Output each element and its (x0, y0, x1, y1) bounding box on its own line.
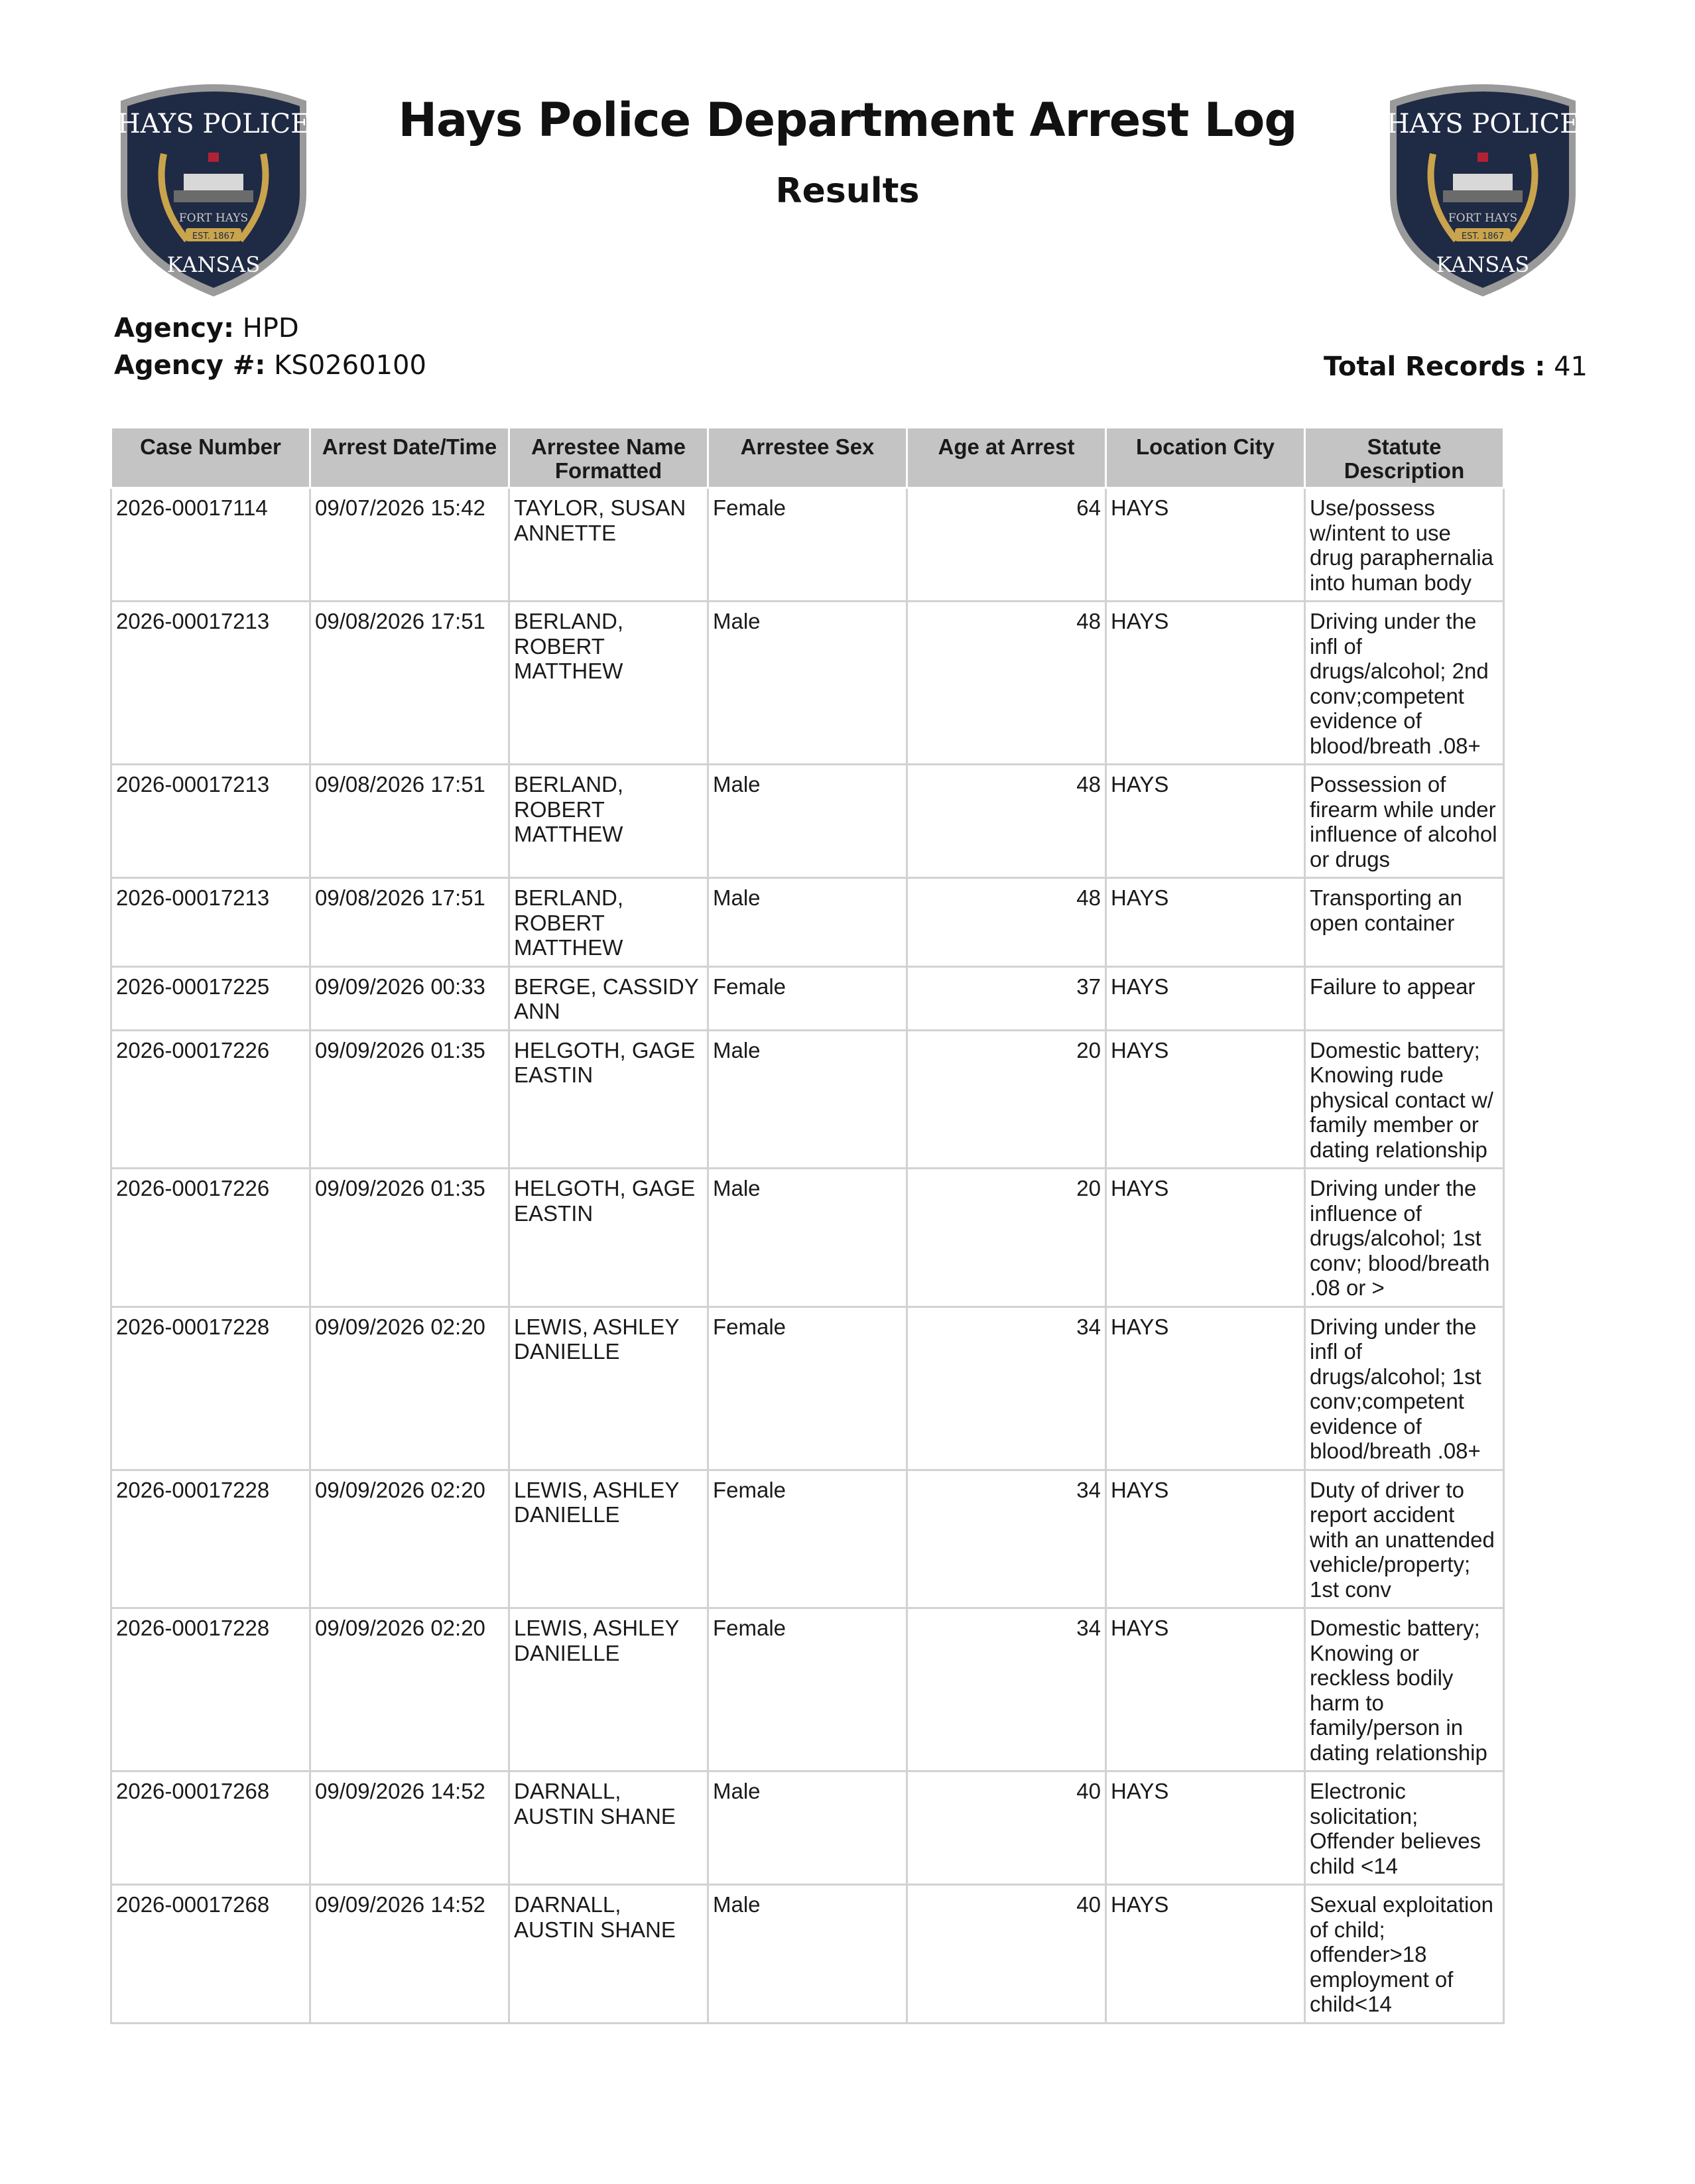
age-cell: 37 (907, 966, 1106, 1030)
statute-description-cell: Electronic solicitation; Offender believes child <14 (1305, 1771, 1504, 1885)
column-header-case-number: Case Number (111, 428, 310, 488)
case-number-cell: 2026-00017213 (111, 765, 310, 878)
page-title: Hays Police Department Arrest Log (398, 93, 1297, 147)
arrestee-sex-cell: Male (708, 1169, 907, 1307)
column-header-location-city: Location City (1106, 428, 1305, 488)
column-header-arrestee-name: Arrestee Name Formatted (509, 428, 708, 488)
total-records-value: 41 (1554, 352, 1588, 382)
table-row (111, 1470, 1504, 1608)
arrest-datetime-cell: 09/08/2026 17:51 (310, 765, 509, 878)
arrest-datetime-cell: 09/07/2026 15:42 (310, 488, 509, 602)
arrestee-name-cell: HELGOTH, GAGE EASTIN (509, 1169, 708, 1307)
case-number-cell: 2026-00017268 (111, 1885, 310, 2023)
arrest-datetime-cell: 09/09/2026 01:35 (310, 1030, 509, 1169)
column-header-arrestee-sex: Arrestee Sex (708, 428, 907, 488)
location-city-cell: HAYS (1106, 966, 1305, 1030)
age-cell: 34 (907, 1307, 1106, 1470)
arrest-log-table (110, 426, 1505, 2024)
statute-description-cell: Failure to appear (1305, 966, 1504, 1030)
location-city-cell: HAYS (1106, 765, 1305, 878)
arrest-datetime-cell: 09/08/2026 17:51 (310, 878, 509, 967)
badge-est-text: EST. 1867 (1461, 231, 1505, 241)
arrestee-sex-cell: Female (708, 1307, 907, 1470)
table-row (111, 1771, 1504, 1885)
arrestee-name-cell: BERGE, CASSIDY ANN (509, 966, 708, 1030)
age-cell: 48 (907, 878, 1106, 967)
agency-value: HPD (242, 313, 299, 344)
arrestee-sex-cell: Male (708, 878, 907, 967)
case-number-cell: 2026-00017226 (111, 1169, 310, 1307)
badge-top-text: HAYS POLICE (1386, 109, 1580, 139)
column-header-age-at-arrest: Age at Arrest (907, 428, 1106, 488)
age-cell: 20 (907, 1169, 1106, 1307)
arrestee-sex-cell: Female (708, 488, 907, 602)
case-number-cell: 2026-00017213 (111, 602, 310, 765)
location-city-cell: HAYS (1106, 1169, 1305, 1307)
location-city-cell: HAYS (1106, 1771, 1305, 1885)
agency-number-line (114, 350, 426, 381)
arrestee-sex-cell: Male (708, 602, 907, 765)
statute-description-cell: Duty of driver to report accident with an unattended vehicle/property; 1st conv (1305, 1470, 1504, 1608)
arrestee-name-cell: BERLAND, ROBERT MATTHEW (509, 765, 708, 878)
badge-bottom-text: KANSAS (166, 252, 261, 277)
arrest-datetime-cell: 09/09/2026 02:20 (310, 1307, 509, 1470)
age-cell: 34 (907, 1608, 1106, 1771)
location-city-cell: HAYS (1106, 878, 1305, 967)
page-subtitle: Results (775, 171, 920, 211)
arrestee-name-cell: LEWIS, ASHLEY DANIELLE (509, 1608, 708, 1771)
location-city-cell: HAYS (1106, 1030, 1305, 1169)
table-row (111, 966, 1504, 1030)
badge-est-text: EST. 1867 (192, 231, 235, 241)
statute-description-cell: Driving under the infl of drugs/alcohol; 2nd conv;competent evidence of blood/breath .08+ (1305, 602, 1504, 765)
arrest-datetime-cell: 09/09/2026 02:20 (310, 1470, 509, 1608)
table-row (111, 1169, 1504, 1307)
arrestee-sex-cell: Female (708, 1608, 907, 1771)
arrestee-name-cell: BERLAND, ROBERT MATTHEW (509, 878, 708, 967)
age-cell: 34 (907, 1470, 1106, 1608)
table-row (111, 1307, 1504, 1470)
arrest-datetime-cell: 09/09/2026 02:20 (310, 1608, 509, 1771)
arrestee-name-cell: TAYLOR, SUSAN ANNETTE (509, 488, 708, 602)
age-cell: 64 (907, 488, 1106, 602)
table-row (111, 488, 1504, 602)
arrestee-name-cell: HELGOTH, GAGE EASTIN (509, 1030, 708, 1169)
badge-top-text: HAYS POLICE (117, 109, 310, 139)
arrest-datetime-cell: 09/09/2026 14:52 (310, 1771, 509, 1885)
table-row (111, 1885, 1504, 2023)
statute-description-cell: Domestic battery; Knowing rude physical contact w/ family member or dating relationship (1305, 1030, 1504, 1169)
arrestee-name-cell: BERLAND, ROBERT MATTHEW (509, 602, 708, 765)
case-number-cell: 2026-00017228 (111, 1470, 310, 1608)
arrestee-name-cell: LEWIS, ASHLEY DANIELLE (509, 1470, 708, 1608)
arrestee-name-cell: DARNALL, AUSTIN SHANE (509, 1771, 708, 1885)
location-city-cell: HAYS (1106, 602, 1305, 765)
case-number-cell: 2026-00017228 (111, 1608, 310, 1771)
case-number-cell: 2026-00017228 (111, 1307, 310, 1470)
arrestee-sex-cell: Male (708, 765, 907, 878)
table-row (111, 878, 1504, 967)
arrest-datetime-cell: 09/09/2026 00:33 (310, 966, 509, 1030)
arrestee-sex-cell: Male (708, 1771, 907, 1885)
location-city-cell: HAYS (1106, 1885, 1305, 2023)
age-cell: 40 (907, 1885, 1106, 2023)
arrestee-sex-cell: Female (708, 966, 907, 1030)
location-city-cell: HAYS (1106, 488, 1305, 602)
agency-number-label: Agency #: (114, 350, 266, 381)
location-city-cell: HAYS (1106, 1307, 1305, 1470)
age-cell: 40 (907, 1771, 1106, 1885)
case-number-cell: 2026-00017226 (111, 1030, 310, 1169)
case-number-cell: 2026-00017268 (111, 1771, 310, 1885)
age-cell: 48 (907, 602, 1106, 765)
arrest-datetime-cell: 09/08/2026 17:51 (310, 602, 509, 765)
table-header-row (111, 428, 1504, 488)
arrest-datetime-cell: 09/09/2026 14:52 (310, 1885, 509, 2023)
agency-line (114, 313, 299, 344)
statute-description-cell: Sexual exploitation of child; offender>18 employment of child<14 (1305, 1885, 1504, 2023)
table-row (111, 765, 1504, 878)
total-records-label: Total Records : (1323, 352, 1546, 382)
arrestee-sex-cell: Male (708, 1885, 907, 2023)
column-header-arrest-datetime: Arrest Date/Time (310, 428, 509, 488)
age-cell: 48 (907, 765, 1106, 878)
arrestee-name-cell: DARNALL, AUSTIN SHANE (509, 1885, 708, 2023)
statute-description-cell: Possession of firearm while under influence of alcohol or drugs (1305, 765, 1504, 878)
badge-middle-text: FORT HAYS (1448, 212, 1518, 225)
case-number-cell: 2026-00017225 (111, 966, 310, 1030)
column-header-statute-description: Statute Description (1305, 428, 1504, 488)
badge-middle-text: FORT HAYS (178, 212, 249, 225)
agency-label: Agency: (114, 313, 234, 344)
arrestee-sex-cell: Male (708, 1030, 907, 1169)
age-cell: 20 (907, 1030, 1106, 1169)
badge-bottom-text: KANSAS (1436, 252, 1530, 277)
agency-number-value: KS0260100 (274, 350, 426, 381)
table-row (111, 1030, 1504, 1169)
statute-description-cell: Driving under the influence of drugs/alcohol; 1st conv; blood/breath .08 or > (1305, 1169, 1504, 1307)
table-row (111, 602, 1504, 765)
location-city-cell: HAYS (1106, 1608, 1305, 1771)
table-row (111, 1608, 1504, 1771)
case-number-cell: 2026-00017114 (111, 488, 310, 602)
arrest-datetime-cell: 09/09/2026 01:35 (310, 1169, 509, 1307)
statute-description-cell: Transporting an open container (1305, 878, 1504, 967)
case-number-cell: 2026-00017213 (111, 878, 310, 967)
arrestee-name-cell: LEWIS, ASHLEY DANIELLE (509, 1307, 708, 1470)
location-city-cell: HAYS (1106, 1470, 1305, 1608)
statute-description-cell: Use/possess w/intent to use drug paraphernalia into human body (1305, 488, 1504, 602)
total-records (1324, 352, 1588, 382)
arrestee-sex-cell: Female (708, 1470, 907, 1608)
statute-description-cell: Domestic battery; Knowing or reckless bodily harm to family/person in dating relationship (1305, 1608, 1504, 1771)
statute-description-cell: Driving under the infl of drugs/alcohol; 1st conv;competent evidence of blood/breath .08+ (1305, 1307, 1504, 1470)
